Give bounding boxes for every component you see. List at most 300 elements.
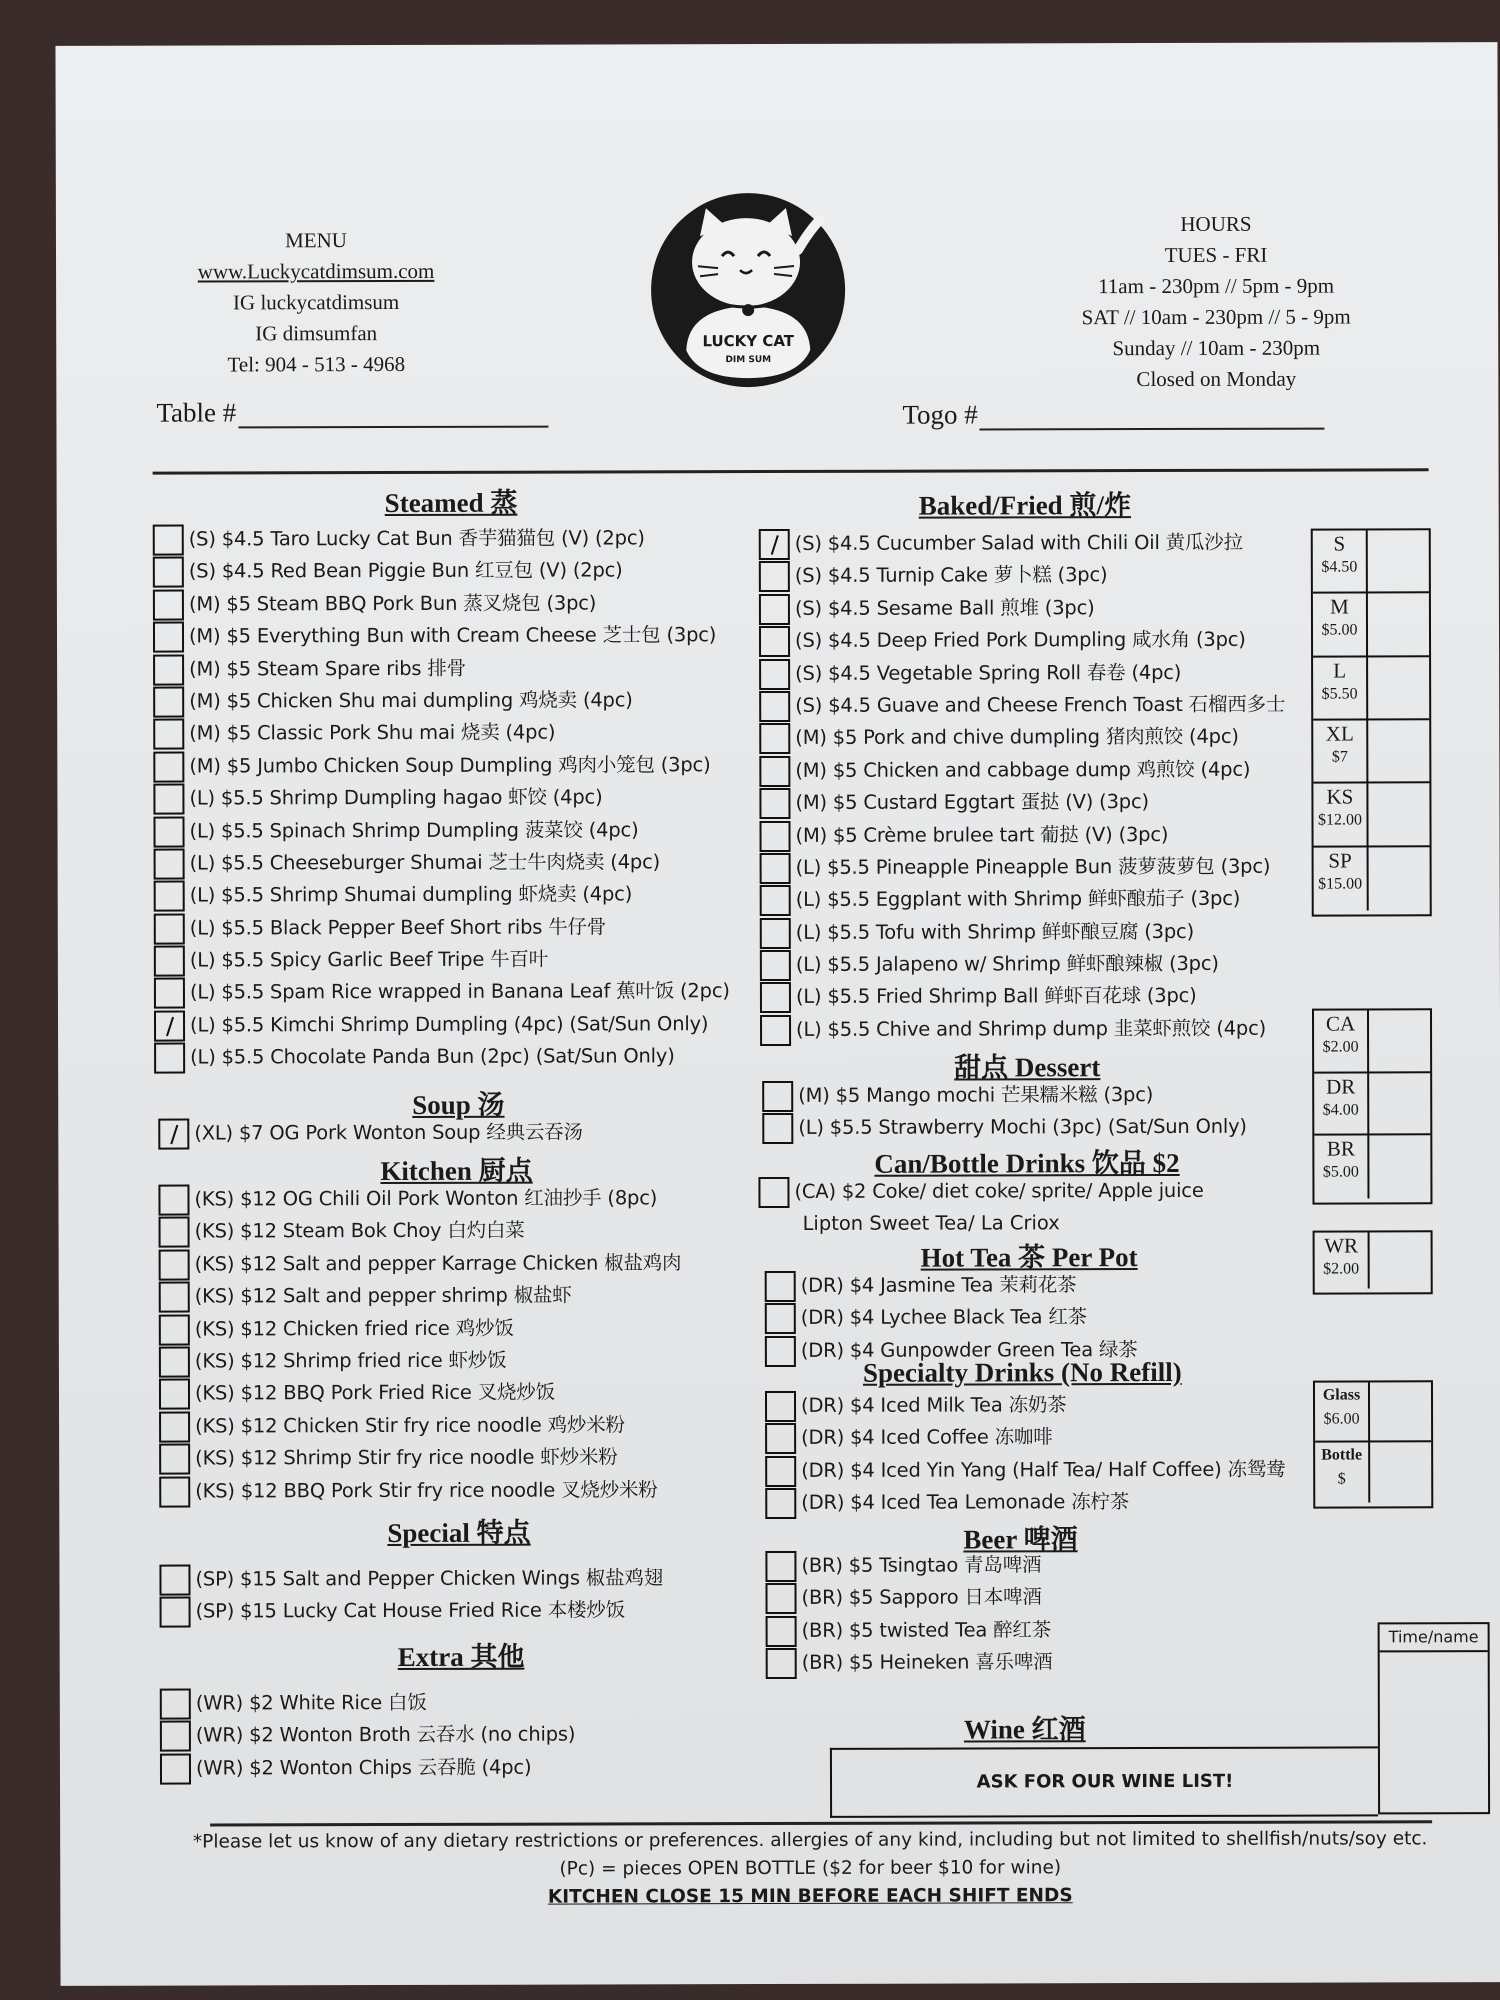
menu-item-label: (L) $5.5 Fried Shrimp Ball 鲜虾百花球 (3pc) xyxy=(795,984,1197,1009)
menu-item xyxy=(760,883,1286,917)
menu-item xyxy=(159,1409,682,1443)
menu-item-label: (XL) $7 OG Pork Wonton Soup 经典云吞汤 xyxy=(194,1120,583,1145)
menu-item-label: (KS) $12 Chicken fried rice 鸡炒饭 xyxy=(194,1316,514,1341)
menu-item-label: (L) $5.5 Jalapeno w/ Shrimp 鲜虾酿辣椒 (3pc) xyxy=(795,951,1219,977)
menu-item-label: (M) $5 Jumbo Chicken Soup Dumpling 鸡肉小笼包 (3pc) xyxy=(189,752,711,778)
website-link[interactable]: www.Luckycatdimsum.com xyxy=(197,258,435,284)
order-checkbox[interactable] xyxy=(765,1271,796,1302)
quantity-blank[interactable] xyxy=(1368,784,1429,845)
menu-item-label: (BR) $5 Tsingtao 青岛啤酒 xyxy=(801,1553,1042,1577)
order-checkbox[interactable] xyxy=(159,1249,190,1280)
menu-item xyxy=(153,652,729,686)
quantity-blank[interactable] xyxy=(1368,657,1429,718)
menu-item xyxy=(153,619,729,653)
price-legend-cell xyxy=(1313,530,1429,594)
order-checkbox[interactable] xyxy=(758,1177,789,1208)
menu-item xyxy=(766,1646,1053,1679)
order-checkbox[interactable] xyxy=(760,853,791,884)
hours-info xyxy=(1016,208,1416,395)
order-checkbox[interactable] xyxy=(159,1411,190,1442)
togo-number-blank[interactable] xyxy=(980,406,1325,431)
menu-item xyxy=(154,943,730,977)
order-checkbox[interactable] xyxy=(759,626,790,657)
price-legend-label xyxy=(1314,1010,1369,1071)
price-legend-cell xyxy=(1315,1382,1431,1442)
menu-sheet xyxy=(55,42,1500,1986)
menu-item-label: (SP) $15 Salt and Pepper Chicken Wings 椒盐鸡翅 xyxy=(195,1566,664,1591)
price-legend-label xyxy=(1314,1136,1369,1199)
order-checkbox[interactable] xyxy=(154,978,185,1009)
price-legend-cell xyxy=(1313,594,1429,658)
togo-label: Togo # xyxy=(902,399,978,430)
section-title-extra: Extra 其他 xyxy=(397,1641,525,1673)
price-legend-label xyxy=(1313,720,1368,781)
time-name-label: Time/name xyxy=(1380,1624,1488,1652)
menu-item xyxy=(158,1182,681,1216)
menu-item-label: (L) $5.5 Pineapple Pineapple Bun 菠萝菠萝包 (3pc) xyxy=(795,854,1271,879)
size-code: BR xyxy=(1326,1136,1355,1161)
menu-item xyxy=(160,1751,575,1784)
order-checkbox[interactable] xyxy=(154,946,185,977)
menu-item xyxy=(154,878,730,912)
order-checkbox[interactable] xyxy=(766,1616,797,1647)
menu-item-label: (BR) $5 Heineken 喜乐啤酒 xyxy=(801,1650,1053,1675)
menu-item-label: (M) $5 Chicken and cabbage dump 鸡煎饺 (4pc) xyxy=(795,757,1251,782)
menu-item xyxy=(759,689,1285,723)
order-checkbox[interactable] xyxy=(160,1753,191,1784)
menu-item-label: (L) $5.5 Spam Rice wrapped in Banana Leaf 蕉叶饭 (2pc) xyxy=(189,979,730,1005)
menu-item xyxy=(159,1279,682,1313)
price-legend-label xyxy=(1313,594,1368,655)
quantity-blank[interactable] xyxy=(1368,594,1429,655)
section-specialty xyxy=(765,1389,1286,1520)
order-checkbox[interactable] xyxy=(153,654,184,685)
size-price: $5.50 xyxy=(1321,685,1358,703)
section-beer xyxy=(765,1549,1052,1679)
menu-item-label: (S) $4.5 Guave and Cheese French Toast 石榴西多士 xyxy=(795,692,1286,717)
menu-item-label: (M) $5 Steam Spare ribs 排骨 xyxy=(189,656,466,681)
menu-item xyxy=(760,915,1286,949)
menu-item xyxy=(759,753,1285,787)
menu-item xyxy=(765,1582,1052,1615)
table-number-field[interactable] xyxy=(156,397,548,429)
price-legend-label xyxy=(1315,1232,1370,1288)
price-legend-wine xyxy=(1313,1380,1433,1508)
order-checkbox[interactable] xyxy=(154,1010,185,1041)
menu-item xyxy=(765,1453,1285,1487)
menu-item xyxy=(159,1344,682,1378)
order-checkbox[interactable] xyxy=(153,751,184,782)
order-checkbox[interactable] xyxy=(765,1488,796,1519)
order-checkbox[interactable] xyxy=(153,589,184,620)
quantity-blank[interactable] xyxy=(1370,1232,1431,1288)
price-legend-cell xyxy=(1313,784,1429,848)
menu-item xyxy=(153,749,729,783)
menu-item xyxy=(765,1269,1138,1302)
menu-item xyxy=(154,846,730,880)
price-legend-cell xyxy=(1314,847,1430,911)
pieces-note: (Pc) = pieces OPEN BOTTLE ($2 for beer $10 for wine) xyxy=(559,1857,1062,1880)
order-checkbox[interactable] xyxy=(759,594,790,625)
section-steamed xyxy=(153,522,730,1074)
menu-item xyxy=(765,1549,1052,1582)
menu-item-label: (L) $5.5 Eggplant with Shrimp 鲜虾酿茄子 (3pc) xyxy=(795,887,1241,912)
menu-item xyxy=(154,1008,730,1042)
section-title-dessert: 甜点 Dessert xyxy=(954,1052,1101,1083)
order-checkbox[interactable] xyxy=(159,1314,190,1345)
section-special xyxy=(159,1562,663,1628)
section-extra xyxy=(160,1687,576,1785)
time-name-box[interactable] xyxy=(1378,1622,1491,1814)
menu-item xyxy=(153,814,729,848)
menu-item xyxy=(760,1013,1286,1047)
section-title-beer: Beer 啤酒 xyxy=(963,1524,1078,1555)
size-price: $15.00 xyxy=(1318,875,1363,893)
order-checkbox[interactable] xyxy=(759,788,790,819)
price-legend-label xyxy=(1315,1382,1370,1440)
order-checkbox[interactable] xyxy=(158,1185,189,1216)
menu-item xyxy=(762,1079,1247,1113)
menu-item-label: (L) $5.5 Chive and Shrimp dump 韭菜虾煎饺 (4pc) xyxy=(796,1016,1267,1041)
wine-list-box: ASK FOR OUR WINE LIST! xyxy=(830,1746,1378,1817)
section-title-tea: Hot Tea 茶 Per Pot xyxy=(920,1242,1138,1273)
size-price: $7 xyxy=(1331,748,1348,766)
menu-item-label: (M) $5 Everything Bun with Cream Cheese 芝士包 (3pc) xyxy=(188,623,717,648)
section-tea xyxy=(765,1269,1138,1367)
order-checkbox[interactable] xyxy=(765,1551,796,1582)
menu-item-label: (WR) $2 Wonton Broth 云吞水 (no chips) xyxy=(195,1722,576,1747)
order-checkbox[interactable] xyxy=(159,1444,190,1475)
menu-item xyxy=(153,555,729,589)
order-checkbox[interactable] xyxy=(159,1379,190,1410)
menu-item-label: (L) $5.5 Tofu with Shrimp 鲜虾酿豆腐 (3pc) xyxy=(795,919,1195,944)
order-checkbox[interactable] xyxy=(765,1303,796,1334)
menu-item xyxy=(766,1614,1053,1647)
menu-item xyxy=(159,1474,682,1508)
order-checkbox[interactable] xyxy=(765,1456,796,1487)
menu-item-label: (WR) $2 White Rice 白饭 xyxy=(195,1690,427,1715)
hours-line: TUES - FRI xyxy=(1164,242,1268,267)
order-checkbox[interactable] xyxy=(759,529,790,560)
price-legend-cell xyxy=(1314,1136,1430,1199)
menu-item-label: (KS) $12 Chicken Stir fry rice noodle 鸡炒米粉 xyxy=(195,1413,625,1438)
size-price: $4.50 xyxy=(1321,558,1358,576)
menu-item-label: (DR) $4 Lychee Black Tea 红茶 xyxy=(800,1305,1088,1330)
menu-item xyxy=(153,587,729,621)
size-price: $ xyxy=(1337,1470,1346,1488)
menu-item-label: (M) $5 Steam BBQ Pork Bun 蒸叉烧包 (3pc) xyxy=(188,591,597,616)
menu-item xyxy=(158,1117,583,1151)
section-soup xyxy=(158,1117,583,1151)
menu-item xyxy=(153,781,729,815)
hours-line: Closed on Monday xyxy=(1136,366,1297,392)
size-code: S xyxy=(1333,531,1346,556)
menu-item-label: (M) $5 Mango mochi 芒果糯米糍 (3pc) xyxy=(798,1083,1154,1107)
menu-item xyxy=(759,559,1285,593)
order-checkbox[interactable] xyxy=(159,1282,190,1313)
menu-item-label: (KS) $12 Shrimp fried rice 虾炒饭 xyxy=(194,1348,507,1373)
menu-heading: MENU xyxy=(285,228,347,253)
menu-item-label: (S) $4.5 Red Bean Piggie Bun 红豆包 (V) (2pc) xyxy=(188,558,623,583)
price-legend-cell xyxy=(1315,1442,1431,1502)
section-baked xyxy=(759,527,1286,1047)
price-legend-label xyxy=(1313,657,1368,718)
order-checkbox[interactable] xyxy=(765,1423,796,1454)
order-checkbox[interactable] xyxy=(153,719,184,750)
menu-item-label: (KS) $12 Steam Bok Choy 白灼白菜 xyxy=(194,1219,525,1243)
price-legend-cell xyxy=(1315,1232,1431,1288)
menu-item xyxy=(159,1441,682,1475)
menu-item xyxy=(159,1215,682,1249)
order-checkbox[interactable] xyxy=(153,784,184,815)
menu-item-label: (L) $5.5 Spinach Shrimp Dumpling 菠菜饺 (4pc) xyxy=(189,817,639,843)
menu-item-label: (DR) $4 Iced Coffee 冻咖啡 xyxy=(801,1425,1053,1450)
instagram-handle: IG luckycatdimsum xyxy=(232,289,400,315)
menu-item-label: (M) $5 Classic Pork Shu mai 烧卖 (4pc) xyxy=(189,720,556,745)
order-checkbox[interactable] xyxy=(153,557,184,588)
section-dessert xyxy=(762,1079,1247,1145)
order-checkbox[interactable] xyxy=(160,1721,191,1752)
menu-item xyxy=(160,1687,575,1720)
order-checkbox[interactable] xyxy=(160,1689,191,1720)
menu-item xyxy=(160,1595,664,1629)
size-price: $12.00 xyxy=(1317,811,1363,829)
menu-item-label: (DR) $4 Iced Milk Tea 冻奶茶 xyxy=(800,1393,1067,1417)
menu-item-label: (L) $5.5 Kimchi Shrimp Dumpling (4pc) (Sat/Sun Only) xyxy=(189,1012,709,1037)
price-legend-cell xyxy=(1314,1010,1430,1073)
size-price: $2.00 xyxy=(1323,1260,1360,1278)
order-checkbox[interactable] xyxy=(759,756,790,787)
order-checkbox[interactable] xyxy=(153,622,184,653)
size-code: L xyxy=(1333,658,1347,683)
size-code: Bottle xyxy=(1321,1446,1363,1464)
menu-item-label: (KS) $12 BBQ Pork Fried Rice 叉烧炒饭 xyxy=(194,1380,555,1405)
order-checkbox[interactable] xyxy=(154,1043,185,1074)
price-legend-label xyxy=(1313,530,1368,591)
contact-info xyxy=(156,225,476,381)
size-price: $4.00 xyxy=(1322,1101,1359,1119)
menu-item xyxy=(762,1111,1247,1145)
header-divider xyxy=(153,468,1429,474)
size-code: KS xyxy=(1326,784,1354,809)
order-checkbox[interactable] xyxy=(160,1597,191,1628)
order-checkbox[interactable] xyxy=(760,950,791,981)
section-title-baked: Baked/Fried 煎/炸 xyxy=(918,490,1131,521)
menu-item xyxy=(159,1247,682,1281)
menu-item xyxy=(765,1301,1138,1334)
order-checkbox[interactable] xyxy=(759,659,790,690)
size-price: $5.00 xyxy=(1321,621,1358,639)
menu-item-label: (L) $5.5 Shrimp Dumpling hagao 虾饺 (4pc) xyxy=(189,785,603,810)
menu-item xyxy=(159,1312,682,1346)
order-checkbox[interactable] xyxy=(759,820,790,851)
menu-item-label: (M) $5 Crème brulee tart 葡挞 (V) (3pc) xyxy=(795,822,1169,847)
menu-item-label: (DR) $4 Iced Yin Yang (Half Tea/ Half Coffee) 冻鸳鸯 xyxy=(801,1457,1286,1482)
price-legend-cell xyxy=(1314,1073,1430,1136)
menu-item xyxy=(154,911,730,945)
size-code: XL xyxy=(1325,721,1354,746)
menu-item xyxy=(154,1040,730,1074)
menu-item-label: (L) $5.5 Cheeseburger Shumai 芝士牛肉烧卖 (4pc) xyxy=(189,850,661,875)
quantity-blank[interactable] xyxy=(1370,1442,1431,1502)
menu-item-label: (KS) $12 Salt and pepper shrimp 椒盐虾 xyxy=(194,1283,572,1308)
menu-item xyxy=(159,1562,663,1596)
instagram-handle-2: IG dimsumfan xyxy=(255,321,378,346)
menu-item xyxy=(153,684,729,718)
section-title-special: Special 特点 xyxy=(387,1517,531,1549)
togo-number-field[interactable] xyxy=(902,399,1324,431)
section-title-soup: Soup 汤 xyxy=(412,1089,505,1120)
size-price: $5.00 xyxy=(1322,1163,1359,1181)
order-checkbox[interactable] xyxy=(759,691,790,722)
size-code: M xyxy=(1330,594,1349,619)
price-legend-label xyxy=(1314,1073,1369,1134)
menu-item xyxy=(759,624,1285,658)
menu-item-label: (KS) $12 OG Chili Oil Pork Wonton 红油抄手 (8pc) xyxy=(194,1186,658,1211)
menu-item xyxy=(760,851,1286,885)
menu-item xyxy=(153,716,729,750)
quantity-blank[interactable] xyxy=(1369,1010,1430,1071)
menu-item xyxy=(759,786,1285,820)
menu-item-label: (KS) $12 Shrimp Stir fry rice noodle 虾炒米粉 xyxy=(195,1445,618,1470)
menu-item xyxy=(765,1486,1285,1520)
menu-item-label: (DR) $4 Iced Tea Lemonade 冻柠茶 xyxy=(801,1490,1130,1515)
menu-item-label: (L) $5.5 Chocolate Panda Bun (2pc) (Sat/Sun Only) xyxy=(190,1044,675,1069)
menu-item-label: (L) $5.5 Black Pepper Beef Short ribs 牛仔骨 xyxy=(189,915,607,940)
menu-item xyxy=(153,522,729,556)
order-checkbox[interactable] xyxy=(159,1346,190,1377)
menu-item-label: (L) $5.5 Strawberry Mochi (3pc) (Sat/Sun Only) xyxy=(798,1115,1247,1140)
section-title-steamed: Steamed 蒸 xyxy=(384,487,518,519)
menu-item xyxy=(759,656,1285,690)
table-number-blank[interactable] xyxy=(238,404,548,429)
menu-item-label: (SP) $15 Lucky Cat House Fried Rice 本楼炒饭 xyxy=(195,1598,625,1623)
section-title-specialty: Specialty Drinks (No Refill) xyxy=(862,1356,1182,1388)
order-checkbox[interactable] xyxy=(760,982,791,1013)
menu-item xyxy=(760,948,1286,982)
size-code: CA xyxy=(1325,1011,1356,1036)
order-checkbox[interactable] xyxy=(762,1081,793,1112)
dietary-notice: *Please let us know of any dietary restrictions or preferences. allergies of any kind, including but not limited to shellfish/nuts/soy etc. xyxy=(192,1828,1428,1853)
menu-item-label: (S) $4.5 Vegetable Spring Roll 春卷 (4pc) xyxy=(795,660,1182,685)
price-legend-label xyxy=(1313,784,1368,845)
menu-item-label: (KS) $12 BBQ Pork Stir fry rice noodle 叉烧炒米粉 xyxy=(195,1477,658,1503)
size-code: Glass xyxy=(1322,1386,1361,1404)
menu-item-label: (S) $4.5 Cucumber Salad with Chili Oil 黄瓜沙拉 xyxy=(794,530,1243,555)
order-checkbox[interactable] xyxy=(762,1113,793,1144)
order-checkbox[interactable] xyxy=(159,1217,190,1248)
price-legend-food xyxy=(1311,528,1432,916)
order-checkbox[interactable] xyxy=(154,881,185,912)
order-checkbox[interactable] xyxy=(765,1336,796,1367)
menu-item-label: (S) $4.5 Sesame Ball 煎堆 (3pc) xyxy=(794,595,1095,620)
quantity-blank[interactable] xyxy=(1368,530,1429,591)
kitchen-close-note: KITCHEN CLOSE 15 MIN BEFORE EACH SHIFT ENDS xyxy=(547,1885,1073,1908)
size-code: WR xyxy=(1324,1233,1359,1258)
table-label: Table # xyxy=(156,397,237,428)
menu-item-label: (M) $5 Pork and chive dumpling 猪肉煎饺 (4pc) xyxy=(795,725,1239,750)
quantity-blank[interactable] xyxy=(1369,1073,1430,1134)
order-checkbox[interactable] xyxy=(153,525,184,556)
menu-item-label: (DR) $4 Gunpowder Green Tea 绿茶 xyxy=(800,1337,1138,1362)
order-checkbox[interactable] xyxy=(153,816,184,847)
order-checkbox[interactable] xyxy=(760,1015,791,1046)
order-checkbox[interactable] xyxy=(765,1391,796,1422)
menu-item-label: (DR) $4 Jasmine Tea 茉莉花茶 xyxy=(800,1273,1077,1297)
size-code: SP xyxy=(1328,848,1352,873)
menu-item-label: (M) $5 Chicken Shu mai dumpling 鸡烧卖 (4pc) xyxy=(189,688,633,713)
menu-item-label: (L) $5.5 Shrimp Shumai dumpling 虾烧卖 (4pc) xyxy=(189,882,633,907)
price-legend-cell xyxy=(1313,657,1429,721)
order-checkbox[interactable] xyxy=(760,885,791,916)
hours-line: Sunday // 10am - 230pm xyxy=(1112,335,1321,361)
price-legend-cell xyxy=(1313,720,1429,784)
order-checkbox[interactable] xyxy=(159,1565,190,1596)
price-legend-drinks xyxy=(1312,1008,1433,1204)
size-price: $2.00 xyxy=(1322,1038,1359,1056)
logo-text: LUCKY CAT xyxy=(702,331,795,351)
order-checkbox[interactable] xyxy=(759,723,790,754)
size-price: $6.00 xyxy=(1323,1410,1360,1428)
menu-item-label: (M) $5 Custard Eggtart 蛋挞 (V) (3pc) xyxy=(795,790,1149,815)
menu-item-label: (KS) $12 Salt and pepper Karrage Chicken 椒盐鸡肉 xyxy=(194,1251,682,1276)
quantity-blank[interactable] xyxy=(1370,1382,1431,1440)
order-checkbox[interactable] xyxy=(158,1119,189,1150)
menu-item xyxy=(759,818,1285,852)
menu-item xyxy=(759,527,1285,561)
hours-line: 11am - 230pm // 5pm - 9pm xyxy=(1098,273,1335,299)
section-title-wine: Wine 红酒 xyxy=(963,1714,1086,1745)
quantity-blank[interactable] xyxy=(1369,847,1430,910)
order-checkbox[interactable] xyxy=(766,1648,797,1679)
section-title-drinks: Can/Bottle Drinks 饮品 $2 xyxy=(874,1147,1180,1179)
menu-item-label: (L) $5.5 Spicy Garlic Beef Tripe 牛百叶 xyxy=(189,947,549,972)
menu-item-label: (BR) $5 twisted Tea 醉红茶 xyxy=(801,1618,1052,1642)
menu-item-label: (S) $4.5 Taro Lucky Cat Bun 香芋猫猫包 (V) (2pc) xyxy=(188,526,645,551)
logo-subtext: DIM SUM xyxy=(725,355,772,366)
menu-item-label: (CA) $2 Coke/ diet coke/ sprite/ Apple juice xyxy=(794,1178,1204,1203)
menu-item xyxy=(759,591,1285,625)
order-checkbox[interactable] xyxy=(765,1583,796,1614)
lucky-cat-logo xyxy=(648,190,849,391)
quantity-blank[interactable] xyxy=(1369,1136,1430,1199)
order-checkbox[interactable] xyxy=(760,918,791,949)
drinks-extra-line: Lipton Sweet Tea/ La Criox xyxy=(802,1211,1060,1235)
menu-item-label: (S) $4.5 Turnip Cake 萝卜糕 (3pc) xyxy=(794,563,1108,588)
menu-item xyxy=(154,976,730,1010)
price-legend-rice xyxy=(1313,1230,1433,1294)
quantity-blank[interactable] xyxy=(1368,720,1429,781)
order-checkbox[interactable] xyxy=(759,561,790,592)
menu-item-label: (S) $4.5 Deep Fried Pork Dumpling 咸水角 (3pc) xyxy=(794,627,1246,653)
menu-item xyxy=(760,980,1286,1014)
order-checkbox[interactable] xyxy=(154,913,185,944)
menu-item xyxy=(159,1377,682,1411)
hours-line: SAT // 10am - 230pm // 5 - 9pm xyxy=(1081,304,1351,330)
hours-heading: HOURS xyxy=(1180,211,1252,236)
section-drinks xyxy=(758,1175,1203,1209)
order-checkbox[interactable] xyxy=(153,687,184,718)
section-title-kitchen: Kitchen 厨点 xyxy=(380,1155,533,1187)
menu-item xyxy=(160,1719,575,1752)
menu-item-label: (BR) $5 Sapporo 日本啤酒 xyxy=(801,1585,1042,1610)
size-code: DR xyxy=(1326,1074,1356,1099)
order-checkbox[interactable] xyxy=(154,848,185,879)
order-checkbox[interactable] xyxy=(159,1476,190,1507)
section-kitchen xyxy=(158,1182,682,1507)
menu-item xyxy=(765,1389,1285,1423)
price-legend-label xyxy=(1314,847,1369,910)
